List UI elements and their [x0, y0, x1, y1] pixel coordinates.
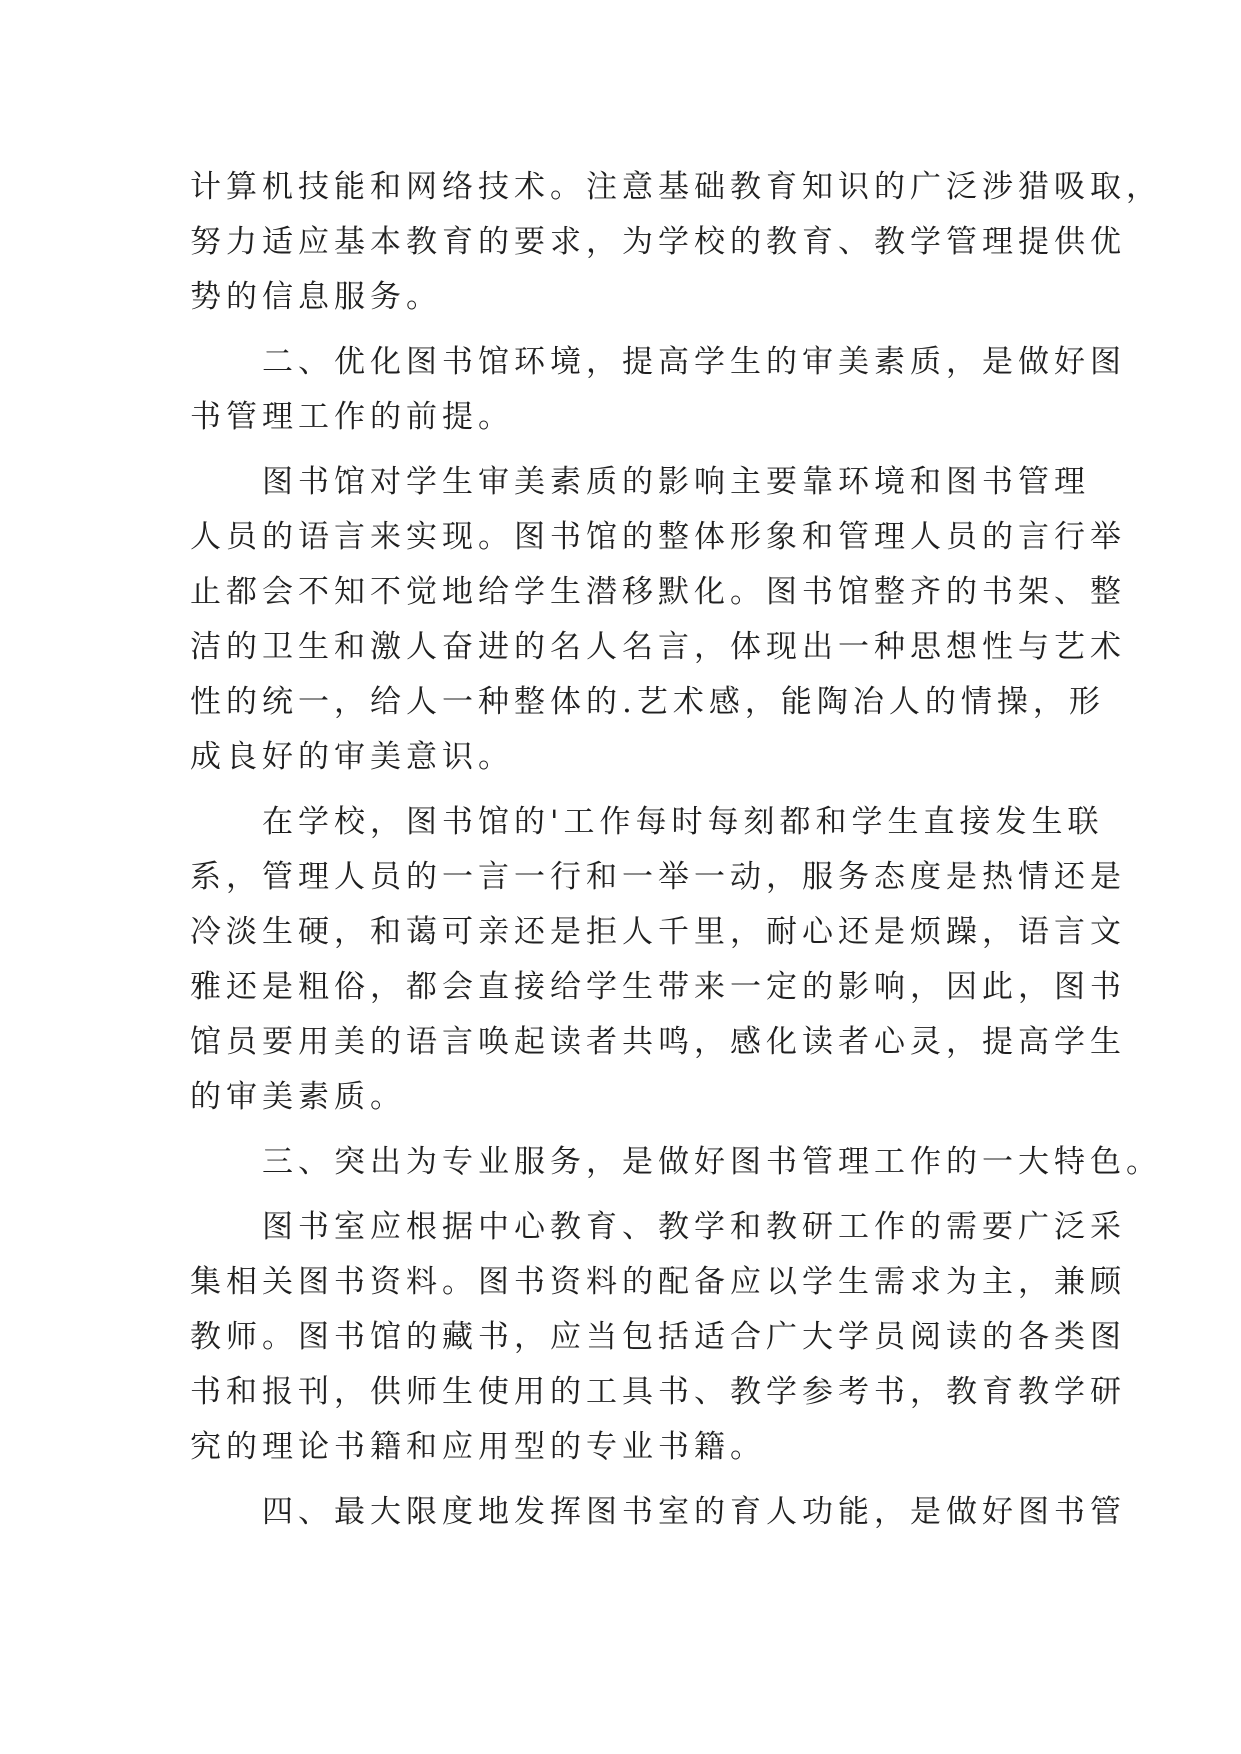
text-line: 书和报刊，供师生使用的工具书、教学参考书，教育教学研 — [190, 1374, 1126, 1410]
text-line: 冷淡生硬，和蔼可亲还是拒人千里，耐心还是烦躁，语言文 — [190, 914, 1126, 950]
paragraph-4 — [190, 795, 1126, 1125]
text-line: 书管理工作的前提。 — [190, 399, 514, 435]
text-line: 止都会不知不觉地给学生潜移默化。图书馆整齐的书架、整 — [190, 574, 1126, 610]
paragraph-6 — [190, 1200, 1126, 1475]
paragraph-2-heading — [190, 335, 1126, 445]
text-line: 在学校，图书馆的'工作每时每刻都和学生直接发生联 — [190, 804, 1104, 840]
text-line: 系，管理人员的一言一行和一举一动，服务态度是热情还是 — [190, 859, 1126, 895]
paragraph-5-heading — [190, 1135, 1162, 1190]
text-line: 四、最大限度地发挥图书室的育人功能，是做好图书管 — [190, 1494, 1126, 1530]
text-line: 雅还是粗俗，都会直接给学生带来一定的影响，因此，图书 — [190, 969, 1126, 1005]
text-line: 的审美素质。 — [190, 1079, 406, 1115]
paragraph-gap — [190, 445, 1090, 455]
paragraph-7-heading — [190, 1485, 1126, 1540]
text-line: 集相关图书资料。图书资料的配备应以学生需求为主，兼顾 — [190, 1264, 1126, 1300]
paragraph-1 — [190, 160, 1162, 325]
paragraph-gap — [190, 1190, 1090, 1200]
text-line: 馆员要用美的语言唤起读者共鸣，感化读者心灵，提高学生 — [190, 1024, 1126, 1060]
text-line: 二、优化图书馆环境，提高学生的审美素质，是做好图 — [190, 344, 1126, 380]
paragraph-gap — [190, 1125, 1090, 1135]
text-line: 计算机技能和网络技术。注意基础教育知识的广泛涉猎吸取， — [190, 169, 1162, 205]
text-line: 图书馆对学生审美素质的影响主要靠环境和图书管理 — [190, 464, 1090, 500]
text-line: 究的理论书籍和应用型的专业书籍。 — [190, 1429, 766, 1465]
text-line: 努力适应基本教育的要求，为学校的教育、教学管理提供优 — [190, 224, 1126, 260]
text-line: 势的信息服务。 — [190, 279, 442, 315]
paragraph-gap — [190, 1475, 1090, 1485]
text-line: 性的统一，给人一种整体的.艺术感，能陶冶人的情操，形 — [190, 684, 1105, 720]
text-line: 图书室应根据中心教育、教学和教研工作的需要广泛采 — [190, 1209, 1126, 1245]
paragraph-gap — [190, 325, 1090, 335]
paragraph-gap — [190, 785, 1090, 795]
text-line: 洁的卫生和激人奋进的名人名言，体现出一种思想性与艺术 — [190, 629, 1126, 665]
text-line: 人员的语言来实现。图书馆的整体形象和管理人员的言行举 — [190, 519, 1126, 555]
text-line: 教师。图书馆的藏书，应当包括适合广大学员阅读的各类图 — [190, 1319, 1126, 1355]
body-text — [190, 160, 1162, 1540]
text-line: 三、突出为专业服务，是做好图书管理工作的一大特色。 — [190, 1144, 1162, 1180]
paragraph-3 — [190, 455, 1126, 785]
text-line: 成良好的审美意识。 — [190, 739, 514, 775]
